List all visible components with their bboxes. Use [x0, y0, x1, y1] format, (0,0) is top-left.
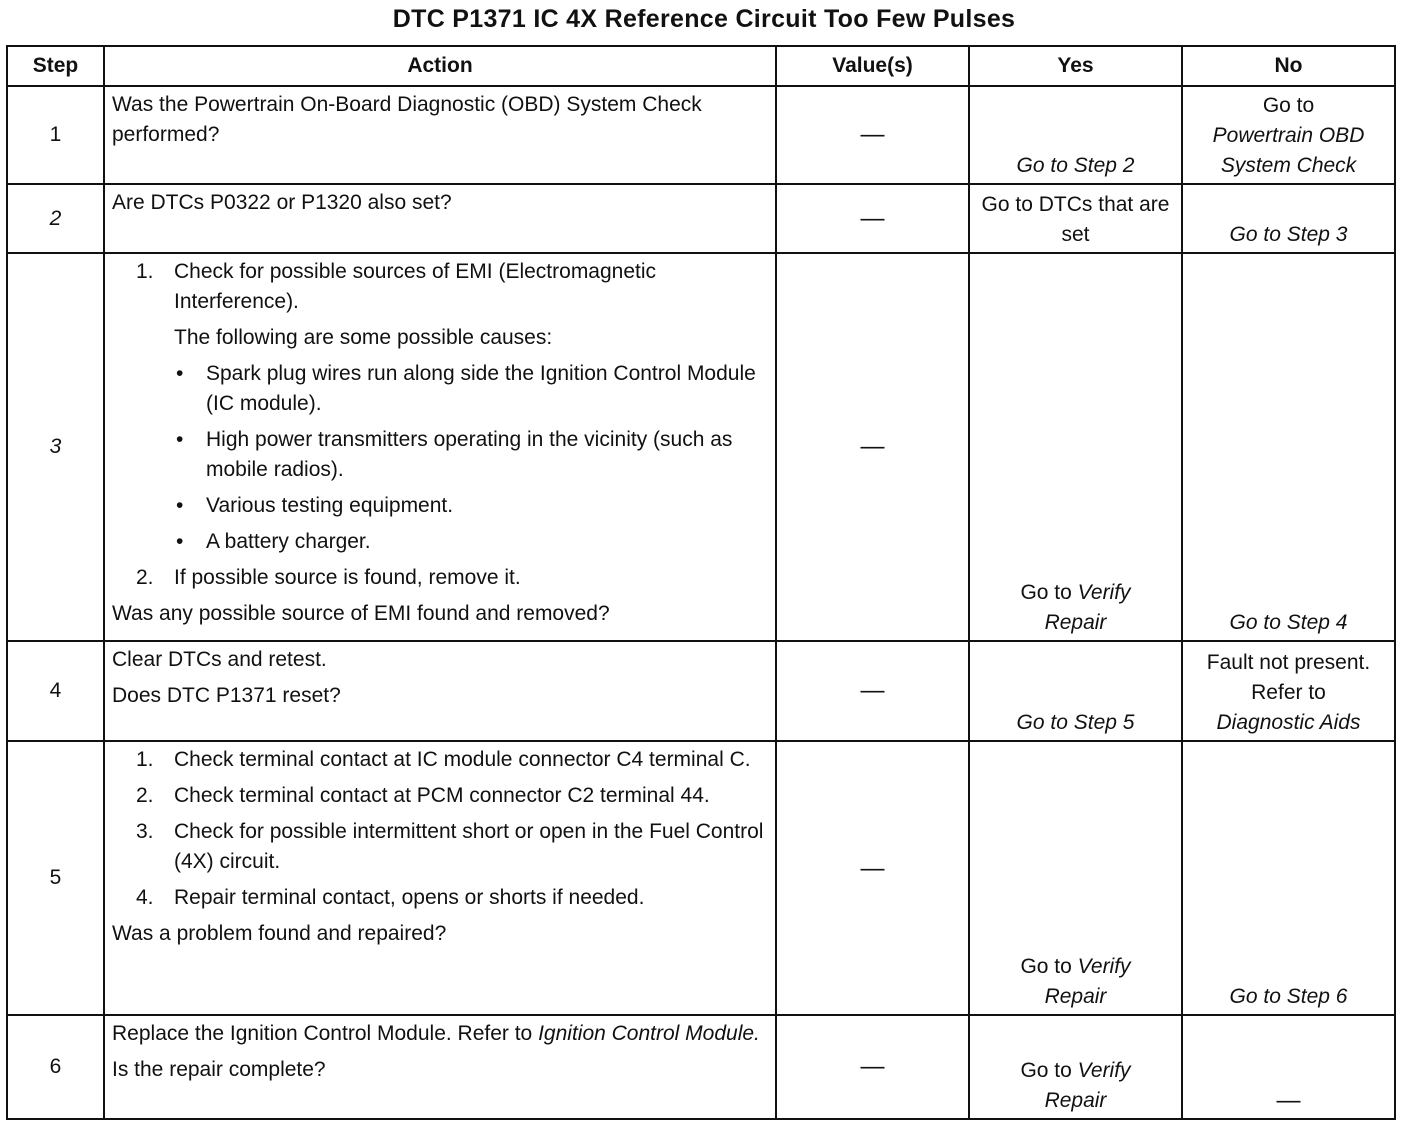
- yes-reference: Verify: [1077, 581, 1131, 604]
- value-cell: —: [776, 184, 969, 253]
- question-text: Was a problem found and repaired?: [112, 922, 447, 945]
- step-number: 1: [7, 86, 104, 184]
- bullet-item: [174, 359, 769, 419]
- header-no: No: [1182, 46, 1395, 86]
- item-text: Check for possible sources of EMI (Electromagnetic Interference).: [174, 260, 657, 313]
- numbered-item: [136, 883, 769, 913]
- bullet-text: A battery charger.: [206, 530, 371, 553]
- yes-text: [974, 1056, 1177, 1086]
- table-row: [7, 86, 1395, 184]
- no-cell: Go to Step 6: [1182, 741, 1395, 1015]
- question-text: Was any possible source of EMI found and removed?: [112, 602, 610, 625]
- page-title: DTC P1371 IC 4X Reference Circuit Too Few Pulses: [392, 5, 1016, 33]
- no-cell: Go to Step 4: [1182, 253, 1395, 641]
- yes-reference-cont: Repair: [1044, 985, 1107, 1008]
- step-number: 4: [7, 641, 104, 741]
- action-cell: [104, 86, 776, 184]
- yes-cell: Go to DTCs that are set: [969, 184, 1182, 253]
- item-text: Check for possible intermittent short or open in the Fuel Control (4X) circuit.: [174, 820, 764, 873]
- yes-cell: [969, 1015, 1182, 1119]
- yes-plain: Go to: [1020, 581, 1072, 604]
- value-cell: —: [776, 741, 969, 1015]
- numbered-item: [136, 257, 769, 317]
- yes-cell: Go to Step 5: [969, 641, 1182, 741]
- diagnostic-table: [6, 45, 1396, 1120]
- yes-text: [974, 952, 1177, 982]
- table-row: [7, 641, 1395, 741]
- item-text: Repair terminal contact, opens or shorts if needed.: [174, 886, 645, 909]
- item-number: 2.: [136, 784, 154, 807]
- action-cell: [104, 741, 776, 1015]
- value-cell: —: [776, 1015, 969, 1119]
- no-reference: Powertrain OBD System Check: [1212, 124, 1365, 177]
- table-row: [7, 1015, 1395, 1119]
- yes-reference: Verify: [1077, 955, 1131, 978]
- sub-text: The following are some possible causes:: [174, 326, 553, 349]
- value-cell: —: [776, 253, 969, 641]
- yes-reference-cont: Repair: [1044, 611, 1107, 634]
- question-text: Is the repair complete?: [112, 1058, 326, 1081]
- yes-text: [974, 578, 1177, 608]
- no-reference: Diagnostic Aids: [1216, 711, 1361, 734]
- action-plain: Replace the Ignition Control Module. Refer to: [112, 1022, 533, 1045]
- header-action: Action: [104, 46, 776, 86]
- table-header-row: [7, 46, 1395, 86]
- yes-reference-cont: Repair: [1044, 1089, 1107, 1112]
- step-number: 5: [7, 741, 104, 1015]
- item-text: If possible source is found, remove it.: [174, 566, 521, 589]
- bullet-text: Spark plug wires run along side the Ignition Control Module (IC module).: [206, 362, 756, 415]
- yes-plain: Go to: [1020, 955, 1072, 978]
- numbered-item: [136, 745, 769, 775]
- yes-cell: [969, 253, 1182, 641]
- yes-cell: Go to Step 2: [969, 86, 1182, 184]
- no-text: Refer to: [1251, 681, 1326, 704]
- header-yes: Yes: [969, 46, 1182, 86]
- action-cell: [104, 641, 776, 741]
- no-cell: [1182, 641, 1395, 741]
- action-cell: [104, 253, 776, 641]
- value-cell: —: [776, 86, 969, 184]
- numbered-item: [136, 563, 769, 593]
- numbered-item: [136, 781, 769, 811]
- yes-reference: Verify: [1077, 1059, 1131, 1082]
- item-text: Check terminal contact at IC module connector C4 terminal C.: [174, 748, 751, 771]
- bullet-item: [174, 491, 769, 521]
- action-cell: [104, 1015, 776, 1119]
- bullet-icon: •: [176, 428, 184, 451]
- bullet-icon: •: [176, 362, 184, 385]
- value-cell: —: [776, 641, 969, 741]
- step-number: 3: [7, 253, 104, 641]
- step-number: 2: [7, 184, 104, 253]
- bullet-icon: •: [176, 494, 184, 517]
- bullet-text: Various testing equipment.: [206, 494, 454, 517]
- no-cell: —: [1182, 1015, 1395, 1119]
- action-cell: [104, 184, 776, 253]
- item-number: 4.: [136, 886, 154, 909]
- item-number: 1.: [136, 748, 154, 771]
- table-row: [7, 253, 1395, 641]
- action-reference: Ignition Control Module.: [538, 1022, 760, 1045]
- yes-plain: Go to: [1020, 1059, 1072, 1082]
- bullet-icon: •: [176, 530, 184, 553]
- step-number: 6: [7, 1015, 104, 1119]
- header-values: Value(s): [776, 46, 969, 86]
- yes-cell: [969, 741, 1182, 1015]
- table-row: [7, 741, 1395, 1015]
- action-text: Are DTCs P0322 or P1320 also set?: [112, 191, 452, 214]
- table-row: [7, 184, 1395, 253]
- action-text: Was the Powertrain On-Board Diagnostic (OBD) System Check performed?: [112, 93, 702, 146]
- action-text: Clear DTCs and retest.: [112, 648, 327, 671]
- numbered-item: [136, 817, 769, 877]
- item-number: 3.: [136, 820, 154, 843]
- question-text: Does DTC P1371 reset?: [112, 684, 341, 707]
- item-number: 2.: [136, 566, 154, 589]
- header-step: Step: [7, 46, 104, 86]
- bullet-text: High power transmitters operating in the vicinity (such as mobile radios).: [206, 428, 733, 481]
- bullet-item: [174, 527, 769, 557]
- no-text: Go to: [1262, 94, 1315, 117]
- bullet-item: [174, 425, 769, 485]
- action-text: [112, 1019, 769, 1049]
- no-text: Fault not present.: [1206, 651, 1371, 674]
- no-cell: [1182, 86, 1395, 184]
- item-number: 1.: [136, 260, 154, 283]
- no-cell: Go to Step 3: [1182, 184, 1395, 253]
- item-text: Check terminal contact at PCM connector C2 terminal 44.: [174, 784, 710, 807]
